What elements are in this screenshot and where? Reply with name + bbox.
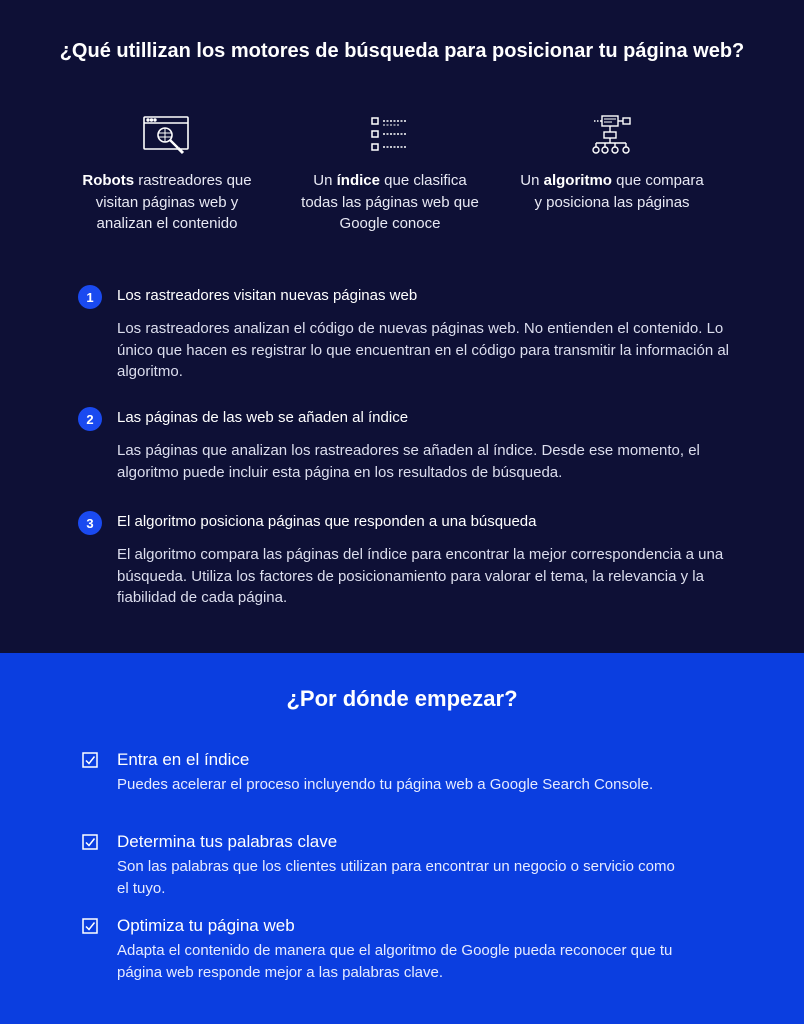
checkbox-checked-icon (82, 752, 98, 768)
checklist-heading: Entra en el índice (117, 750, 250, 769)
feature-text: que compara y posiciona las páginas (534, 172, 704, 211)
feature-keyword: Robots (82, 172, 135, 189)
feature-keyword: índice (336, 172, 380, 189)
feature-keyword: algoritmo (543, 172, 612, 189)
browser-search-icon (72, 112, 262, 158)
checklist-heading: Optimiza tu página web (117, 916, 295, 935)
feature-algorithm: Un algoritmo que compara y posiciona las páginas (517, 112, 707, 213)
step-number-badge: 2 (78, 407, 102, 431)
checklist-body: Son las palabras que los clientes utilizan para encontrar un negocio o servicio como el tuyo. (117, 858, 675, 897)
feature-robots (72, 112, 262, 235)
algorithm-tree-icon (517, 112, 707, 158)
section-title: ¿Por dónde empezar? (286, 686, 518, 711)
step-heading: Las páginas de las web se añaden al índice (117, 409, 409, 426)
checklist-heading: Determina tus palabras clave (117, 832, 338, 851)
step-body: Las páginas que analizan los rastreadores se añaden al índice. Desde ese momento, el algoritmo puede incluir esta página en los resultados de búsqueda. (117, 442, 700, 481)
list-checkbox-icon (295, 112, 485, 158)
feature-text: que clasifica todas las páginas web que Google conoce (301, 172, 479, 232)
checklist-body: Adapta el contenido de manera que el algoritmo de Google pueda reconocer que tu página web responde mejor a las palabras clave. (117, 942, 673, 981)
checkbox-checked-icon (82, 834, 98, 850)
step-number-badge: 3 (78, 511, 102, 535)
step-body: El algoritmo compara las páginas del índice para encontrar la mejor correspondencia a una búsqueda. Utiliza los factores de posicionamiento para valorar el tema, la relevancia y la fiabilidad de cada página. (117, 546, 724, 606)
feature-index: Un índice que clasifica todas las páginas web que Google conoce (295, 112, 485, 235)
page-title: ¿Qué utillizan los motores de búsqueda para posicionar tu página web? (59, 40, 745, 62)
step-heading: El algoritmo posiciona páginas que responden a una búsqueda (117, 513, 537, 530)
feature-text: rastreadores que visitan páginas web y analizan el contenido (95, 172, 252, 232)
step-heading: Los rastreadores visitan nuevas páginas web (117, 287, 418, 304)
step-body: Los rastreadores analizan el código de nuevas páginas web. No entienden el contenido. Lo único que hacen es registrar lo que encuentran en el código para transmitir la información al algoritmo. (117, 320, 730, 380)
step-number-badge: 1 (78, 285, 102, 309)
checklist-body: Puedes acelerar el proceso incluyendo tu página web a Google Search Console. (117, 776, 654, 793)
checkbox-checked-icon (82, 918, 98, 934)
